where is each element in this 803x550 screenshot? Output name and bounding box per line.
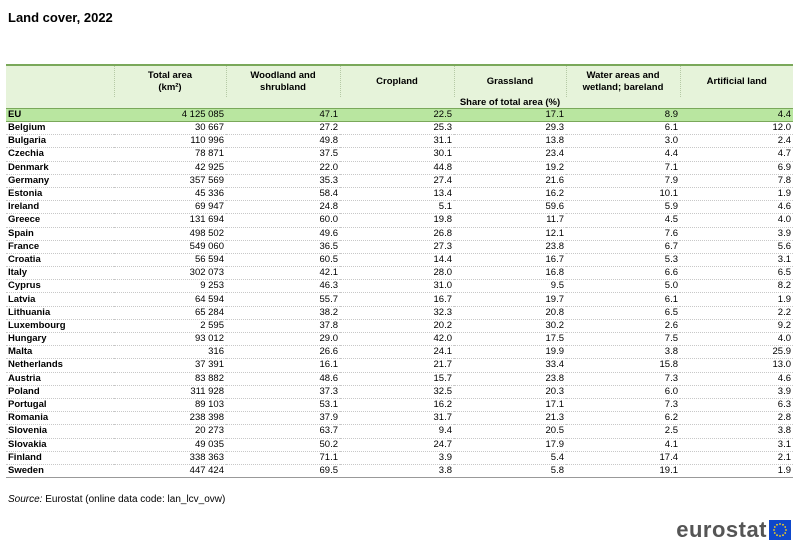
source-text: Eurostat (online data code: lan_lcv_ovw)	[42, 494, 226, 505]
table-cell: 3.9	[340, 451, 454, 464]
table-row	[6, 319, 793, 332]
table-cell: 83 882	[114, 372, 226, 385]
table-cell: 4.0	[680, 333, 793, 346]
source-label: Source:	[8, 494, 43, 505]
table-cell: 21.7	[340, 359, 454, 372]
table-cell: 24.7	[340, 438, 454, 451]
table-cell: 302 073	[114, 267, 226, 280]
table-cell: 45 336	[114, 187, 226, 200]
table-row	[6, 161, 793, 174]
table-cell: 4.5	[566, 214, 680, 227]
table-cell: 69.5	[226, 464, 340, 477]
table-cell: 19.1	[566, 464, 680, 477]
header-water: Water areas and wetland; bareland	[566, 65, 680, 97]
country-name: Greece	[6, 214, 114, 227]
table-cell: 31.0	[340, 280, 454, 293]
table-cell: 37.5	[226, 148, 340, 161]
table-cell: 6.7	[566, 240, 680, 253]
country-name: Netherlands	[6, 359, 114, 372]
table-cell: 7.9	[566, 174, 680, 187]
table-cell: 4.4	[566, 148, 680, 161]
table-cell: 37 391	[114, 359, 226, 372]
table-cell: 27.3	[340, 240, 454, 253]
table-row	[6, 293, 793, 306]
table-cell: 47.1	[226, 109, 340, 122]
table-row	[6, 398, 793, 411]
table-cell: 33.4	[454, 359, 566, 372]
table-cell: 53.1	[226, 398, 340, 411]
table-row	[6, 372, 793, 385]
table-cell: 7.6	[566, 227, 680, 240]
table-cell: 5.3	[566, 253, 680, 266]
table-cell: 49.6	[226, 227, 340, 240]
table-cell: 19.8	[340, 214, 454, 227]
header-country	[6, 65, 114, 97]
table-cell: 7.3	[566, 398, 680, 411]
table-cell: 17.5	[454, 333, 566, 346]
table-cell: 13.0	[680, 359, 793, 372]
country-name: France	[6, 240, 114, 253]
header-row	[6, 65, 793, 97]
table-cell: 58.4	[226, 187, 340, 200]
table-cell: 498 502	[114, 227, 226, 240]
table-cell: 15.8	[566, 359, 680, 372]
country-name: Hungary	[6, 333, 114, 346]
table-cell: 48.6	[226, 372, 340, 385]
table-row	[6, 187, 793, 200]
country-name: Germany	[6, 174, 114, 187]
table-cell: 64 594	[114, 293, 226, 306]
table-cell: 17.1	[454, 398, 566, 411]
table-cell: 36.5	[226, 240, 340, 253]
table-cell: 16.7	[340, 293, 454, 306]
table-cell: 7.1	[566, 161, 680, 174]
table-row	[6, 346, 793, 359]
country-name: Spain	[6, 227, 114, 240]
table-cell: 4.1	[566, 438, 680, 451]
table-body	[6, 109, 793, 478]
table-cell: 55.7	[226, 293, 340, 306]
table-cell: 2.6	[566, 319, 680, 332]
country-name: Estonia	[6, 187, 114, 200]
table-cell: 6.3	[680, 398, 793, 411]
table-row	[6, 267, 793, 280]
header-total-area-unit: (km²)	[158, 81, 182, 93]
table-cell: 8.9	[566, 109, 680, 122]
table-cell: 4.7	[680, 148, 793, 161]
country-name: Slovakia	[6, 438, 114, 451]
table-cell: 3.8	[340, 464, 454, 477]
table-row	[6, 464, 793, 477]
table-cell: 46.3	[226, 280, 340, 293]
table-cell: 9.4	[340, 425, 454, 438]
table-cell: 14.4	[340, 253, 454, 266]
table-row	[6, 227, 793, 240]
country-name: Ireland	[6, 201, 114, 214]
country-name: Malta	[6, 346, 114, 359]
table-cell: 3.8	[566, 346, 680, 359]
table-cell: 69 947	[114, 201, 226, 214]
table-cell: 110 996	[114, 135, 226, 148]
table-cell: 6.2	[566, 412, 680, 425]
table-cell: 549 060	[114, 240, 226, 253]
table-cell: 65 284	[114, 306, 226, 319]
table-row	[6, 174, 793, 187]
table-cell: 19.7	[454, 293, 566, 306]
table-cell: 9 253	[114, 280, 226, 293]
table-row	[6, 451, 793, 464]
table-cell: 7.5	[566, 333, 680, 346]
land-cover-table	[6, 64, 793, 478]
table-cell: 6.5	[566, 306, 680, 319]
table-cell: 6.6	[566, 267, 680, 280]
table-cell: 30.1	[340, 148, 454, 161]
table-cell: 5.6	[680, 240, 793, 253]
country-name: Czechia	[6, 148, 114, 161]
table-cell: 20.8	[454, 306, 566, 319]
table-cell: 42 925	[114, 161, 226, 174]
country-name: Bulgaria	[6, 135, 114, 148]
table-cell: 7.3	[566, 372, 680, 385]
flag-star	[784, 532, 786, 534]
table-row	[6, 135, 793, 148]
table-cell: 37.8	[226, 319, 340, 332]
table-cell: 59.6	[454, 201, 566, 214]
table-cell: 5.0	[566, 280, 680, 293]
table-row	[6, 122, 793, 135]
table-cell: 23.4	[454, 148, 566, 161]
country-name: Luxembourg	[6, 319, 114, 332]
flag-star	[785, 529, 787, 531]
table-cell: 4.4	[680, 109, 793, 122]
table-cell: 4 125 085	[114, 109, 226, 122]
table-cell: 10.1	[566, 187, 680, 200]
table-cell: 7.8	[680, 174, 793, 187]
table-cell: 21.3	[454, 412, 566, 425]
table-cell: 29.0	[226, 333, 340, 346]
table-cell: 56 594	[114, 253, 226, 266]
table-cell: 24.1	[340, 346, 454, 359]
header-total-area-line1: Total area	[147, 69, 193, 81]
table-cell: 12.0	[680, 122, 793, 135]
table-row	[6, 214, 793, 227]
flag-star	[782, 534, 784, 536]
table-cell: 3.9	[680, 227, 793, 240]
table-cell: 12.1	[454, 227, 566, 240]
table-cell: 29.3	[454, 122, 566, 135]
table-cell: 20.5	[454, 425, 566, 438]
table-row	[6, 333, 793, 346]
table-cell: 20 273	[114, 425, 226, 438]
table-cell: 5.8	[454, 464, 566, 477]
table-cell: 316	[114, 346, 226, 359]
table-cell: 26.6	[226, 346, 340, 359]
table-cell: 24.8	[226, 201, 340, 214]
table-cell: 5.1	[340, 201, 454, 214]
country-name: Finland	[6, 451, 114, 464]
table-cell: 4.6	[680, 372, 793, 385]
flag-star	[776, 524, 778, 526]
table-cell: 27.4	[340, 174, 454, 187]
country-name: Romania	[6, 412, 114, 425]
table-cell: 17.9	[454, 438, 566, 451]
table-cell: 131 694	[114, 214, 226, 227]
header-artificial: Artificial land	[680, 65, 793, 97]
table-cell: EU	[6, 109, 114, 122]
country-name: Italy	[6, 267, 114, 280]
table-cell: 4.6	[680, 201, 793, 214]
table-cell: 6.0	[566, 385, 680, 398]
table-row	[6, 280, 793, 293]
table-cell: 60.5	[226, 253, 340, 266]
flag-star	[774, 526, 776, 528]
country-name: Sweden	[6, 464, 114, 477]
table-cell: 71.1	[226, 451, 340, 464]
table-row	[6, 148, 793, 161]
flag-star	[773, 529, 775, 531]
flag-star	[784, 526, 786, 528]
table-cell: 22.5	[340, 109, 454, 122]
flag-star	[774, 532, 776, 534]
table-cell: 35.3	[226, 174, 340, 187]
table-cell: 16.7	[454, 253, 566, 266]
share-of-total-area-label: Share of total area (%)	[340, 97, 680, 109]
table-cell: 23.8	[454, 372, 566, 385]
flag-star	[782, 524, 784, 526]
logo-text: eurostat	[676, 517, 767, 542]
table-cell: 338 363	[114, 451, 226, 464]
table-cell: 25.9	[680, 346, 793, 359]
source-note	[8, 494, 225, 505]
header-woodland: Woodland and shrubland	[226, 65, 340, 97]
country-name: Austria	[6, 372, 114, 385]
table-cell: 5.4	[454, 451, 566, 464]
table-cell: 22.0	[226, 161, 340, 174]
table-cell: 2 595	[114, 319, 226, 332]
table-cell: 49.8	[226, 135, 340, 148]
table-cell: 5.9	[566, 201, 680, 214]
country-name: Poland	[6, 385, 114, 398]
flag-star	[776, 534, 778, 536]
table-cell: 63.7	[226, 425, 340, 438]
table-cell: 2.1	[680, 451, 793, 464]
country-name: Lithuania	[6, 306, 114, 319]
table-cell: 21.6	[454, 174, 566, 187]
table-cell: 42.1	[226, 267, 340, 280]
country-name: Slovenia	[6, 425, 114, 438]
header-total-area	[114, 65, 226, 97]
table-cell: 28.0	[340, 267, 454, 280]
table-row	[6, 359, 793, 372]
table-cell: 19.2	[454, 161, 566, 174]
table-cell: 357 569	[114, 174, 226, 187]
table-cell: 238 398	[114, 412, 226, 425]
table-cell: 9.5	[454, 280, 566, 293]
table-cell: 30.2	[454, 319, 566, 332]
table-cell: 31.1	[340, 135, 454, 148]
table-cell: 1.9	[680, 187, 793, 200]
table-cell: 13.8	[454, 135, 566, 148]
table-row	[6, 240, 793, 253]
table-cell: 32.3	[340, 306, 454, 319]
chart-title: Land cover, 2022	[8, 10, 113, 25]
table-cell: 3.1	[680, 438, 793, 451]
table-cell: 4.0	[680, 214, 793, 227]
table-cell: 3.9	[680, 385, 793, 398]
table-cell: 20.2	[340, 319, 454, 332]
table-cell: 26.8	[340, 227, 454, 240]
header-grassland: Grassland	[454, 65, 566, 97]
eurostat-logo	[676, 519, 791, 541]
table-cell: 37.9	[226, 412, 340, 425]
table-row	[6, 412, 793, 425]
table-cell: 3.1	[680, 253, 793, 266]
table-cell: 1.9	[680, 464, 793, 477]
table-cell: 11.7	[454, 214, 566, 227]
table-cell: 25.3	[340, 122, 454, 135]
table-cell: 93 012	[114, 333, 226, 346]
table-cell: 37.3	[226, 385, 340, 398]
flag-star	[779, 535, 781, 537]
eu-flag-icon	[769, 520, 791, 540]
table-row	[6, 253, 793, 266]
country-name: Portugal	[6, 398, 114, 411]
table-row	[6, 201, 793, 214]
table-cell: 31.7	[340, 412, 454, 425]
table-cell: 60.0	[226, 214, 340, 227]
table-cell: 13.4	[340, 187, 454, 200]
table-cell: 447 424	[114, 464, 226, 477]
eu-row	[6, 109, 793, 122]
table-row	[6, 438, 793, 451]
table-cell: 6.1	[566, 293, 680, 306]
table-cell: 16.2	[340, 398, 454, 411]
table-cell: 311 928	[114, 385, 226, 398]
table-cell: 15.7	[340, 372, 454, 385]
table-cell: 23.8	[454, 240, 566, 253]
country-name: Croatia	[6, 253, 114, 266]
table-cell: 2.2	[680, 306, 793, 319]
table-row	[6, 425, 793, 438]
table-cell: 3.8	[680, 425, 793, 438]
table-cell: 42.0	[340, 333, 454, 346]
table-cell: 2.4	[680, 135, 793, 148]
table-cell: 30 667	[114, 122, 226, 135]
table-cell: 2.5	[566, 425, 680, 438]
table-cell: 38.2	[226, 306, 340, 319]
table-cell: 49 035	[114, 438, 226, 451]
table-cell: 50.2	[226, 438, 340, 451]
table-cell: 9.2	[680, 319, 793, 332]
table-cell: 3.0	[566, 135, 680, 148]
country-name: Belgium	[6, 122, 114, 135]
table-cell: 19.9	[454, 346, 566, 359]
country-name: Denmark	[6, 161, 114, 174]
table-cell: 6.1	[566, 122, 680, 135]
table-cell: 27.2	[226, 122, 340, 135]
country-name: Cyprus	[6, 280, 114, 293]
header-cropland: Cropland	[340, 65, 454, 97]
flag-star	[779, 523, 781, 525]
table-cell: 8.2	[680, 280, 793, 293]
table-cell: 6.9	[680, 161, 793, 174]
table-cell: 17.1	[454, 109, 566, 122]
table-cell: 44.8	[340, 161, 454, 174]
table-row	[6, 385, 793, 398]
country-name: Latvia	[6, 293, 114, 306]
table-cell: 32.5	[340, 385, 454, 398]
table-cell: 16.1	[226, 359, 340, 372]
table-cell: 16.2	[454, 187, 566, 200]
header-subrow	[6, 97, 793, 109]
table-row	[6, 306, 793, 319]
table-cell: 89 103	[114, 398, 226, 411]
table-cell: 16.8	[454, 267, 566, 280]
table-cell: 17.4	[566, 451, 680, 464]
table-cell: 20.3	[454, 385, 566, 398]
table-cell: 1.9	[680, 293, 793, 306]
table-cell: 78 871	[114, 148, 226, 161]
table-cell: 2.8	[680, 412, 793, 425]
table-cell: 6.5	[680, 267, 793, 280]
